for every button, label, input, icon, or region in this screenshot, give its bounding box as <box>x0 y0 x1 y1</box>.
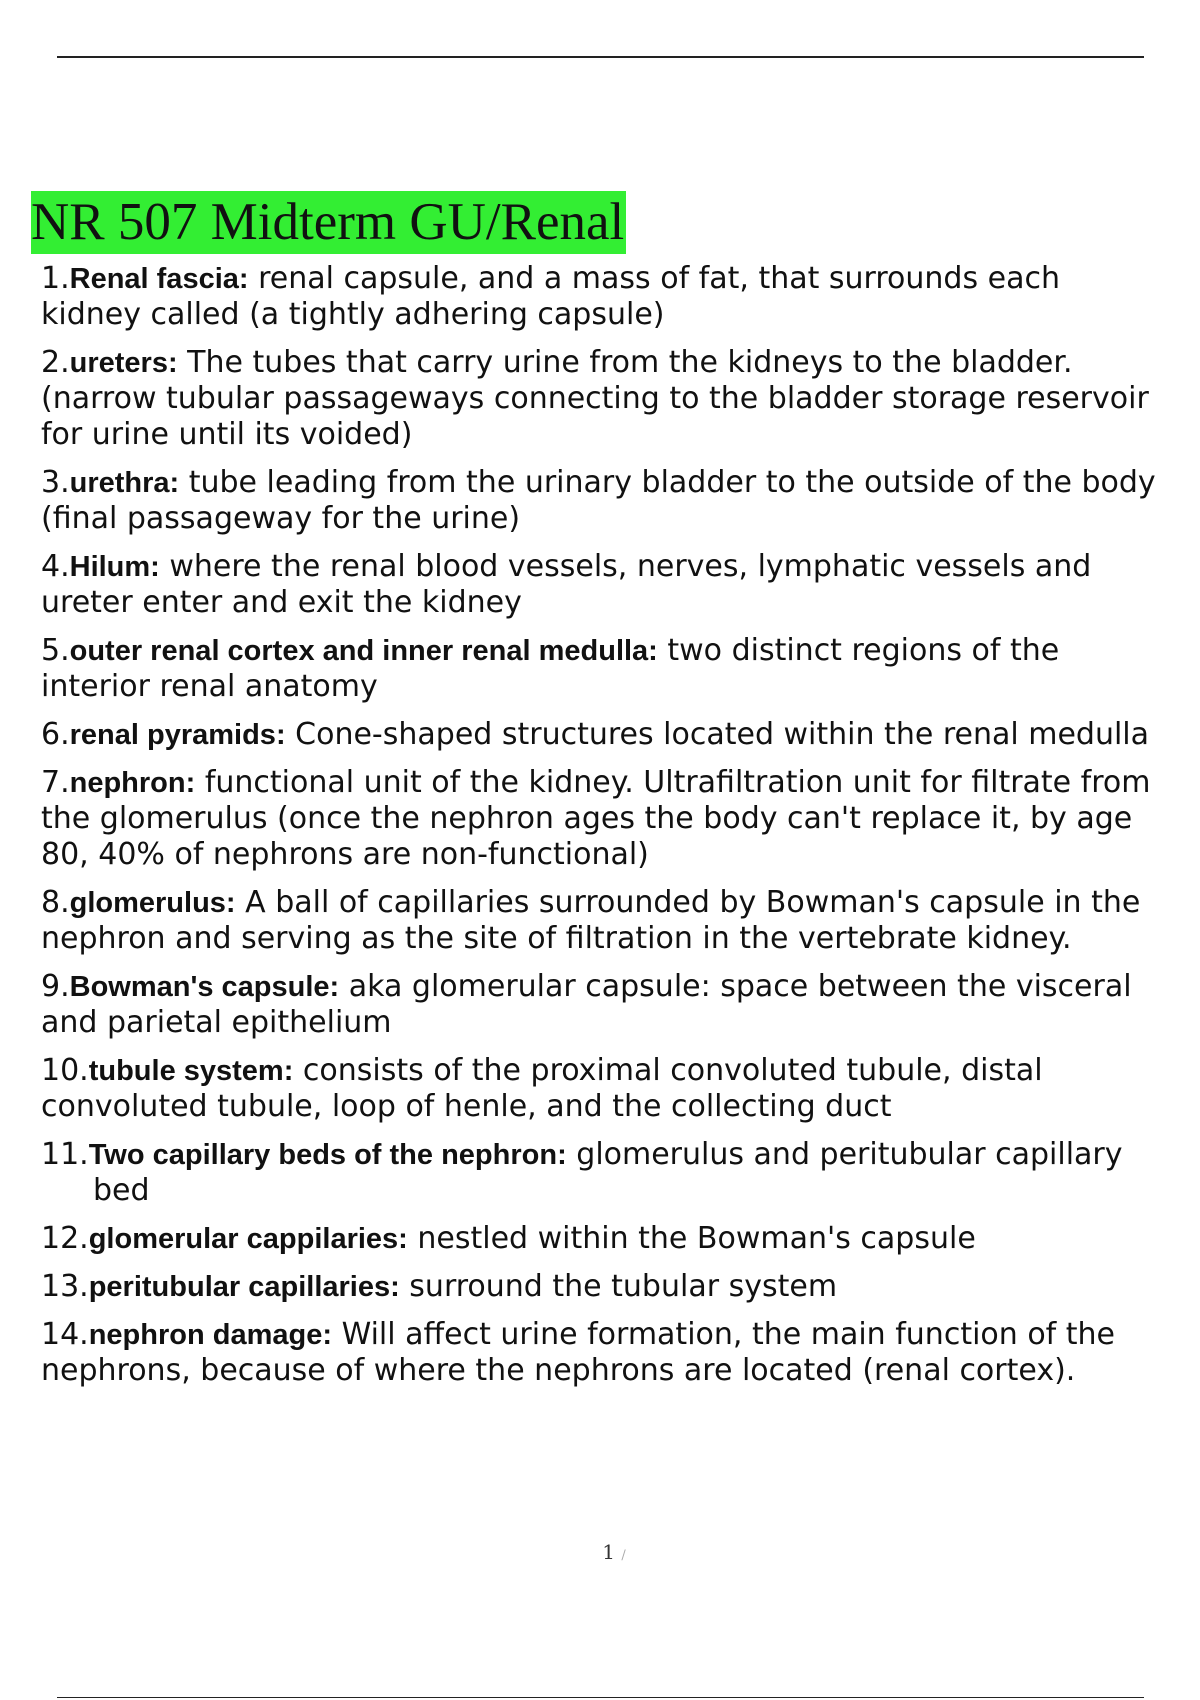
item-definition: functional unit of the kidney. Ultrafiltration unit for filtrate from the glomerulus (once the nephron ages the body can't replace it, by age 80, 40% of nephrons are non-functional) <box>41 765 1151 872</box>
item-number: 3. <box>41 465 70 500</box>
list-item <box>41 465 1166 537</box>
item-number: 11. <box>41 1137 89 1172</box>
list-item <box>41 765 1166 873</box>
bottom-rule <box>57 1697 1144 1698</box>
item-definition: A ball of capillaries surrounded by Bowman's capsule in the nephron and serving as the site of filtration in the vertebrate kidney. <box>41 885 1141 956</box>
list-item <box>41 549 1166 621</box>
item-term: tubule system: <box>88 1055 294 1087</box>
list-item <box>41 885 1166 957</box>
page-number-value: 1 <box>602 1540 615 1564</box>
item-number: 5. <box>41 633 70 668</box>
item-term: ureters: <box>69 347 178 379</box>
item-number: 12. <box>41 1221 89 1256</box>
item-number: 4. <box>41 549 70 584</box>
list-item <box>41 1221 1166 1257</box>
list-item <box>41 1317 1166 1389</box>
item-definition: glomerulus and peritubular capillary bed <box>93 1137 1123 1208</box>
item-term: Renal fascia: <box>69 263 249 295</box>
page-number-suffix: / <box>621 1548 626 1563</box>
document-title: NR 507 Midterm GU/Renal <box>31 191 626 254</box>
item-term: peritubular capillaries: <box>88 1271 400 1303</box>
list-item <box>41 717 1166 753</box>
item-term: nephron damage: <box>88 1319 333 1351</box>
item-number: 1. <box>41 261 70 296</box>
item-definition: The tubes that carry urine from the kidneys to the bladder. (narrow tubular passageways connecting to the bladder storage reservoir for urine until its voided) <box>41 345 1149 452</box>
item-number: 14. <box>41 1317 89 1352</box>
item-definition: renal capsule, and a mass of fat, that surrounds each kidney called (a tightly adhering capsule) <box>41 261 1060 332</box>
definition-list <box>41 261 1166 1401</box>
page-number <box>0 1540 1200 1564</box>
list-item <box>41 345 1166 453</box>
item-number: 7. <box>41 765 70 800</box>
list-item <box>41 261 1166 333</box>
item-definition: Cone-shaped structures located within the renal medulla <box>285 717 1150 752</box>
item-term: outer renal cortex and inner renal medulla: <box>69 635 658 667</box>
item-term: glomerulus: <box>69 887 236 919</box>
item-number: 9. <box>41 969 70 1004</box>
item-definition: nestled within the Bowman's capsule <box>407 1221 976 1256</box>
item-number: 2. <box>41 345 70 380</box>
item-number: 8. <box>41 885 70 920</box>
item-number: 6. <box>41 717 70 752</box>
item-definition: where the renal blood vessels, nerves, lymphatic vessels and ureter enter and exit the kidney <box>41 549 1092 620</box>
top-rule <box>57 56 1144 58</box>
item-term: nephron: <box>69 767 196 799</box>
item-number: 13. <box>41 1269 89 1304</box>
item-definition: Will affect urine formation, the main function of the nephrons, because of where the nephrons are located (renal cortex). <box>41 1317 1116 1388</box>
item-definition: surround the tubular system <box>399 1269 838 1304</box>
item-term: glomerular cappilaries: <box>88 1223 408 1255</box>
item-term: Bowman's capsule: <box>69 971 340 1003</box>
list-item <box>41 633 1166 705</box>
item-term: Hilum: <box>69 551 160 583</box>
item-definition: two distinct regions of the interior renal anatomy <box>41 633 1060 704</box>
list-item <box>41 969 1166 1041</box>
item-definition: consists of the proximal convoluted tubule, distal convoluted tubule, loop of henle, and the collecting duct <box>41 1053 1043 1124</box>
list-item <box>41 1053 1166 1125</box>
item-definition: aka glomerular capsule: space between the visceral and parietal epithelium <box>41 969 1132 1040</box>
item-definition: tube leading from the urinary bladder to the outside of the body (final passageway for the urine) <box>41 465 1156 536</box>
item-term: renal pyramids: <box>69 719 286 751</box>
item-number: 10. <box>41 1053 89 1088</box>
item-term: Two capillary beds of the nephron: <box>88 1139 567 1171</box>
list-item <box>41 1137 1166 1209</box>
list-item <box>41 1269 1166 1305</box>
item-term: urethra: <box>69 467 180 499</box>
